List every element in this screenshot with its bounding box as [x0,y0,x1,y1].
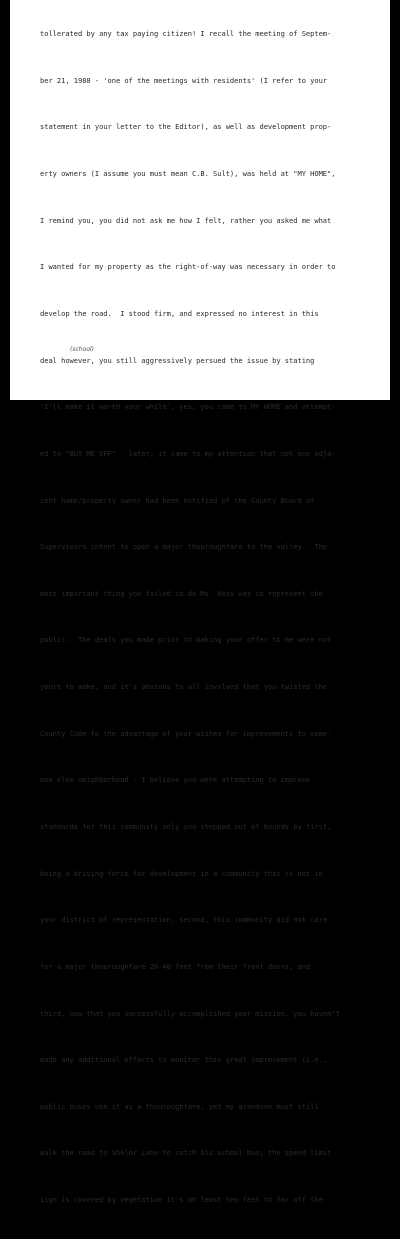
text-line: Supervisors intent to open a major thouroughfare to the valley. The [40,542,328,552]
text-line: walk the road to Shelor Lane to catch his school bus; the speed limit [40,1148,332,1158]
text-line: standards for this community only you stepped out of bounds by first, [40,821,332,831]
text-line: sign is covered by vegetation it's at least ten feet to far off the [40,1195,323,1205]
letter-body [40,0,386,1239]
text-line: I remind you, you did not ask me how I felt, rather you asked me what [40,215,332,225]
text-line: public. The deals you made prior to making your offer to me were not [40,635,332,645]
text-line: being a driving force for development in a community that is not in [40,868,323,878]
text-line: most important thing you failed to do Ms. Hess was to represent the [40,588,323,598]
text-line: County Code to the advantage of your wishes for improvements to some- [40,728,332,738]
text-line: I wanted for my property as the right-of-way was necessary in order to [40,262,336,272]
text-line: tollerated by any tax paying citizen! I recall the meeting of Septem- [40,29,332,39]
handwritten-margin-note: (school) [70,346,94,353]
text-line: third, now that you successfully accomplished your mission, you haven't [40,1008,340,1018]
text-line: cent home/property owner had been notified of the County Board of [40,495,315,505]
text-line: statement in your letter to the Editor), as well as development prop- [40,122,332,132]
text-line: for a major thouroughfare 20-40 feet from their front doors, and [40,961,311,971]
text-line: ber 21, 1988 - 'one of the meetings with residents' (I refer to your [40,75,328,85]
text-line: yours to make, and it's obvious to all involved that you twisted the [40,682,328,692]
text-line: erty owners (I assume you must mean C.B. Sult), was held at "MY HOME", [40,169,336,179]
text-line: one else neighborhood - I believe you were attempting to improve [40,775,311,785]
text-line: made any additional efforts to monitor this great improvement (i.e., [40,1055,328,1065]
text-line: 'I'll make it worth your while', yes, you came to MY HOME and attempt- [40,402,336,412]
text-line: deal however, you still aggressively persued the issue by stating [40,355,315,365]
text-line: ed to "BUY ME OFF" - later, it came to my attention that not one adja- [40,448,336,458]
text-line: public buses use it as a thouroughfare, yet my grandson must still [40,1101,319,1111]
text-line: develop the road. I stood firm, and expressed no interest in this [40,308,319,318]
document-page [10,0,390,1205]
text-line: your district of representation, second, this community did not care [40,915,328,925]
